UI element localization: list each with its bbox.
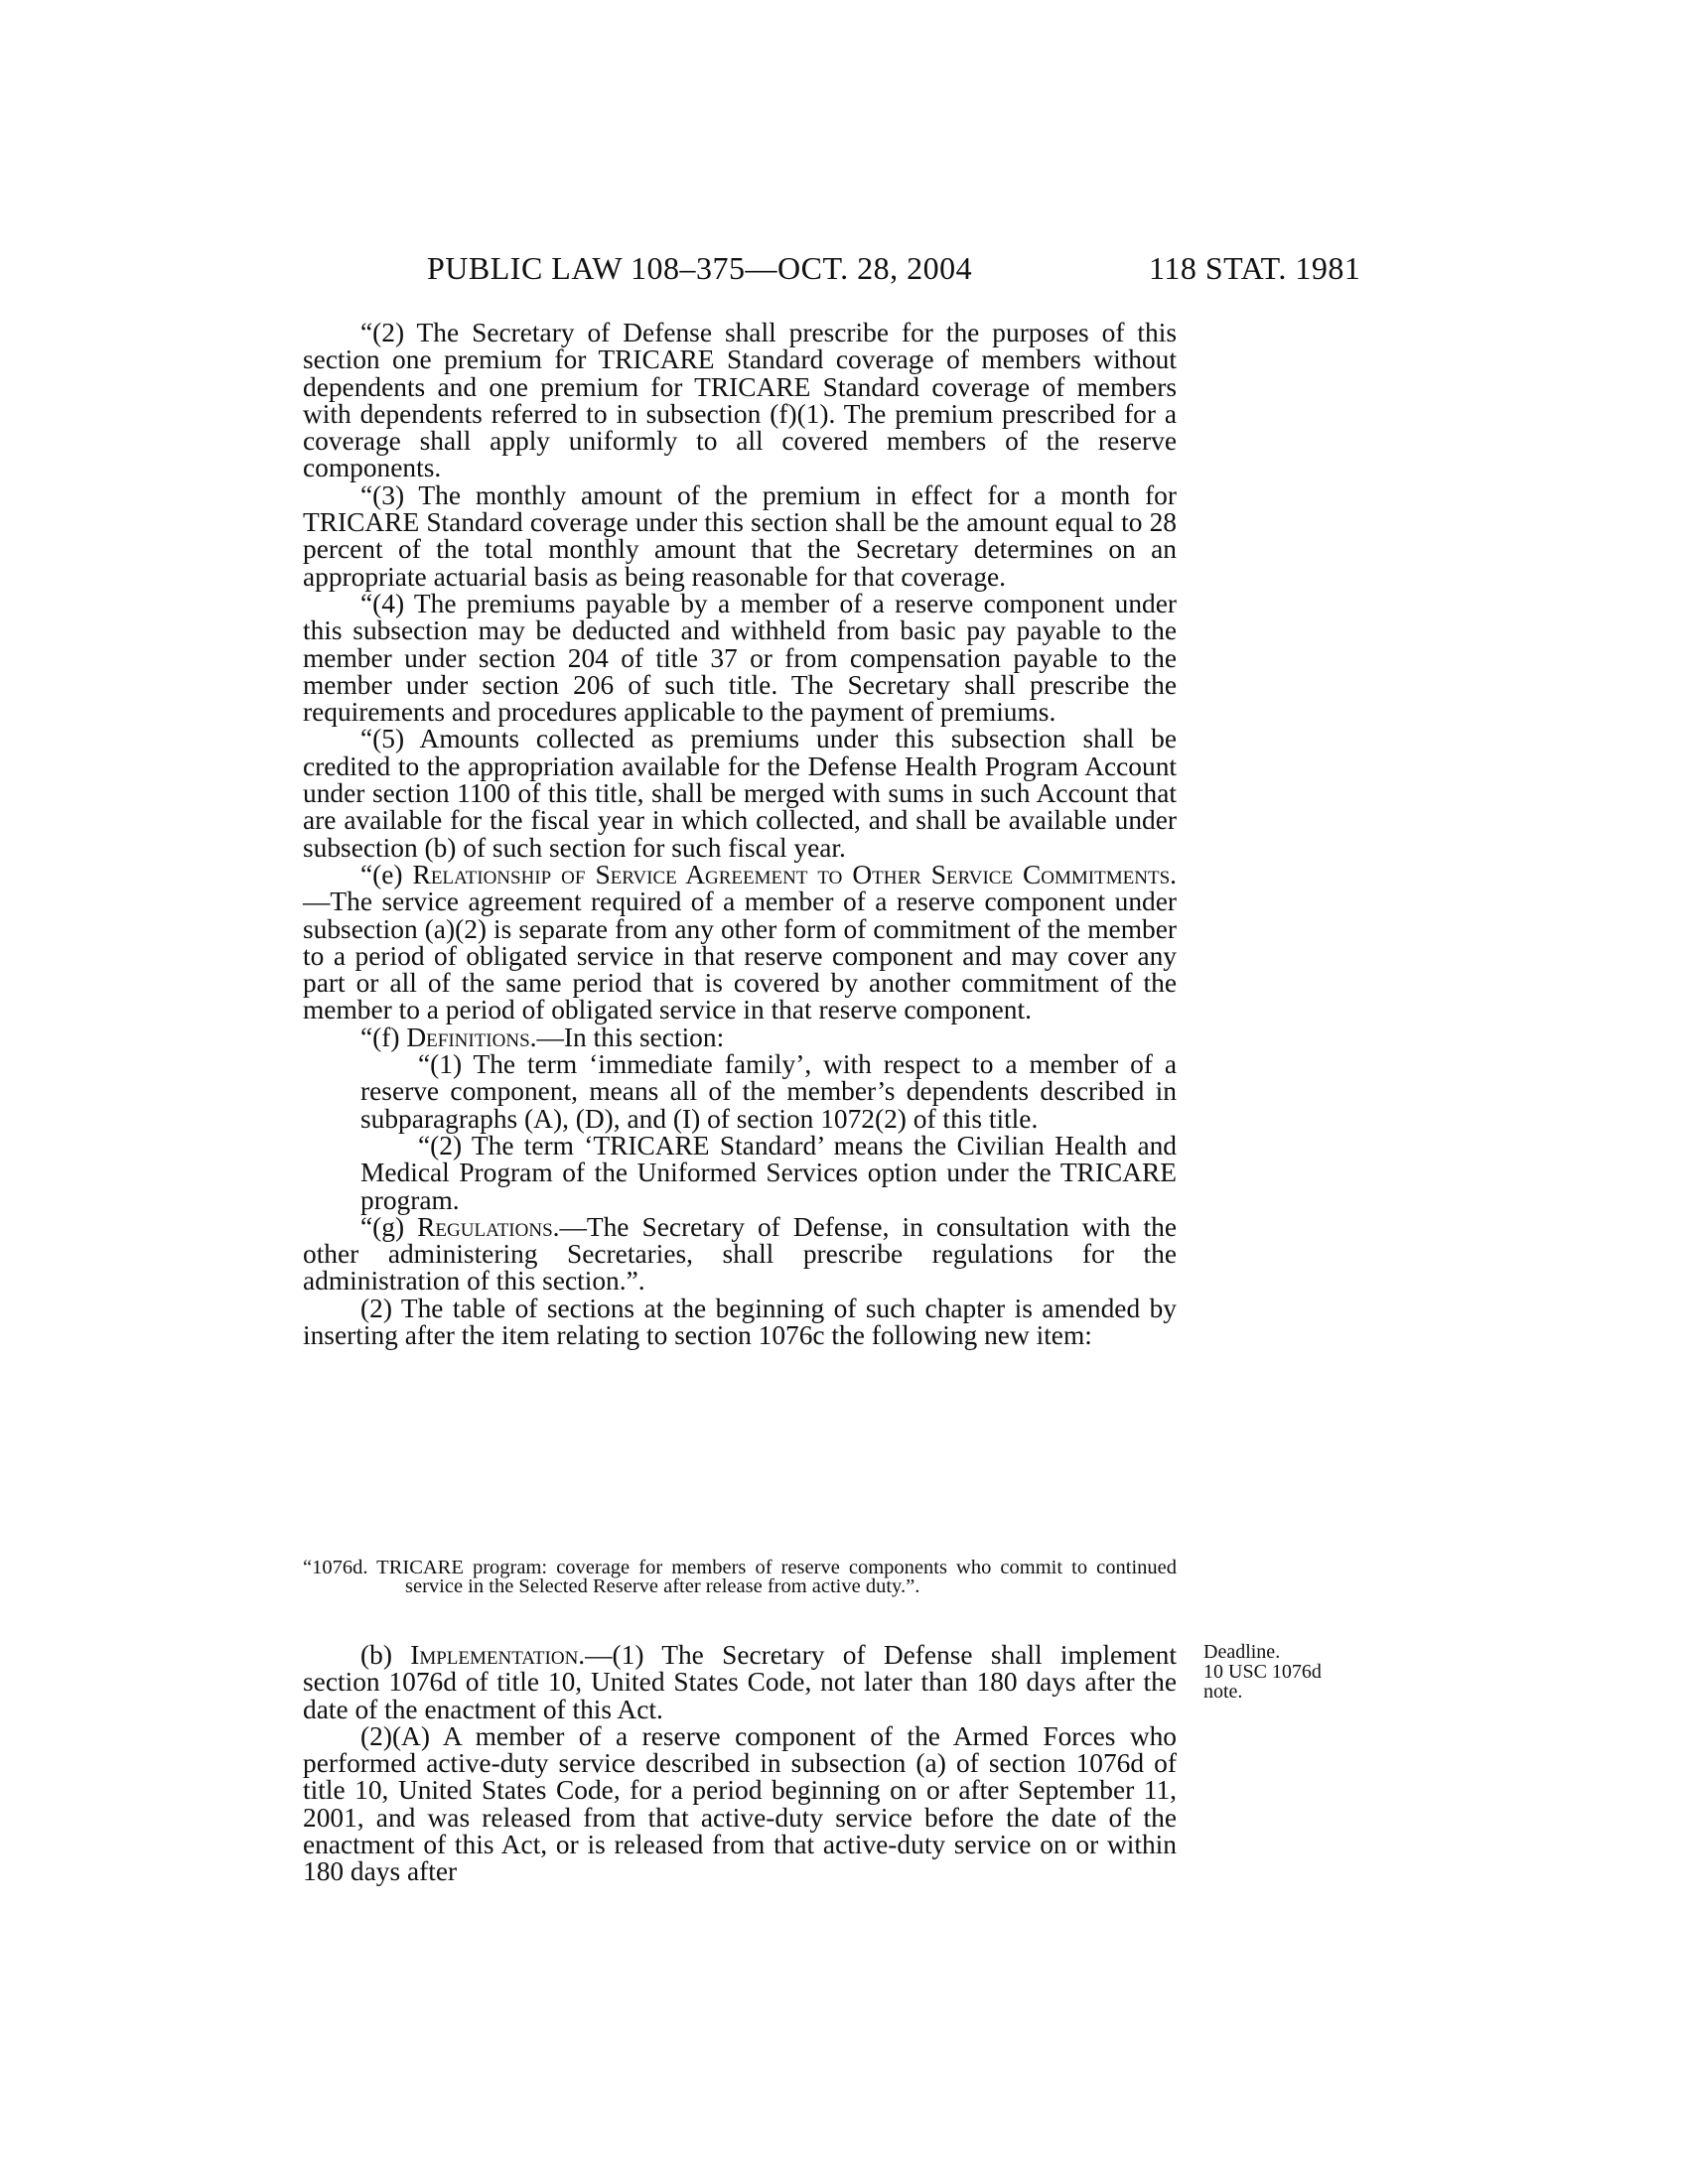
table-amendment-paragraph: (2) The table of sections at the beginning of such chapter is amended by inserting after the item relating to section 1076c the following new item: [303, 1293, 1177, 1350]
paragraph-d3: “(3) The monthly amount of the premium in effect for a month for TRICARE Standard coverage under this section shall be the amount equal to 28 percent of the total monthly amount that the Secretary determines on an appropriate actuarial basis as being reasonable for that coverage. [303, 479, 1177, 592]
table-of-sections-item: “1076d. TRICARE program: coverage for members of reserve components who commit to continued service in the Selected Reserve after release from active duty.”. [303, 1557, 1177, 1597]
subsection-g-heading: Regulations [417, 1211, 553, 1242]
subsection-f [303, 1024, 1177, 1051]
paragraph-b2a: (2)(A) A member of a reserve component of the Armed Forces who performed active-duty service described in subsection (a) of section 1076d of title 10, United States Code, for a period beginning on or after September 11, 2001, and was released from that active-duty service before the date of the enactment of this Act, or is released from that active-duty service on or within 180 days after [303, 1720, 1177, 1887]
definition-f2: “(2) The term ‘TRICARE Standard’ means the Civilian Health and Medical Program of the Uniformed Services option under the TRICARE program. [360, 1130, 1177, 1215]
implementation-section [303, 1642, 1177, 1886]
paragraph-d5: “(5) Amounts collected as premiums under this subsection shall be credited to the appropriation available for the Defense Health Program Account under section 1100 of this title, shall be merged with sums in such Account that are available for the fiscal year in which collected, and shall be available under subsection (b) of such section for such fiscal year. [303, 724, 1177, 863]
running-header-law: PUBLIC LAW 108–375—OCT. 28, 2004 [427, 250, 973, 286]
subsection-f-text: .—In this section: [529, 1022, 725, 1052]
subsection-e-text: .—The service agreement required of a member of a reserve component under subsection (a)(2) is separate from any other form of commitment of the member to a period of obligated service in that reserve component and may cover any part or all of the same period that is covered by another commitment of the member to a period of obligated service in that reserve component. [303, 859, 1177, 1025]
definition-f1: “(1) The term ‘immediate family’, with respect to a member of a reserve component, means all of the member’s dependents described in subparagraphs (A), (D), and (I) of section 1072(2) of this title. [360, 1049, 1177, 1134]
subsection-e-heading: Relationship of Service Agreement to Other Service Commitments [412, 859, 1171, 889]
subsection-f-prefix: “(f) [360, 1022, 407, 1052]
margin-note-deadline: Deadline. [1203, 1641, 1281, 1663]
margin-note-note: note. [1203, 1681, 1243, 1703]
paragraph-d4: “(4) The premiums payable by a member of a reserve component under this subsection may be deducted and withheld from basic pay payable to the member under section 204 of title 37 or from compensation payable to the member under section 206 of such title. The Secretary shall prescribe the requirements and procedures applicable to the payment of premiums. [303, 588, 1177, 728]
subsection-g-text: .—The Secretary of Defense, in consultation with the other administering Secretaries, shall prescribe regulations for the administration of this section.”. [303, 1211, 1177, 1297]
margin-note [1203, 1642, 1362, 1702]
subsection-g-prefix: “(g) [360, 1211, 418, 1242]
running-header-stat-page: 118 STAT. 1981 [1149, 250, 1361, 286]
subsection-b [303, 1642, 1177, 1723]
subsection-e-prefix: “(e) [360, 859, 413, 889]
subsection-b-prefix: (b) [360, 1640, 411, 1670]
margin-note-citation: 10 USC 1076d [1203, 1661, 1322, 1683]
subsection-f-heading: Definitions [406, 1022, 530, 1052]
subsection-b-text: .—(1) The Secretary of Defense shall implement section 1076d of title 10, United States Code, not later than 180 days after the date of the enactment of this Act. [303, 1640, 1177, 1724]
statute-body [303, 320, 1177, 1349]
subsection-b-heading: Implementation [410, 1640, 579, 1670]
subsection-e [303, 859, 1177, 1025]
subsection-g [303, 1211, 1177, 1297]
paragraph-d2: “(2) The Secretary of Defense shall prescribe for the purposes of this section one premium for TRICARE Standard coverage of members without dependents and one premium for TRICARE Standard coverage of members with dependents referred to in subsection (f)(1). The premium prescribed for a coverage shall apply uniformly to all covered members of the reserve components. [303, 318, 1177, 483]
